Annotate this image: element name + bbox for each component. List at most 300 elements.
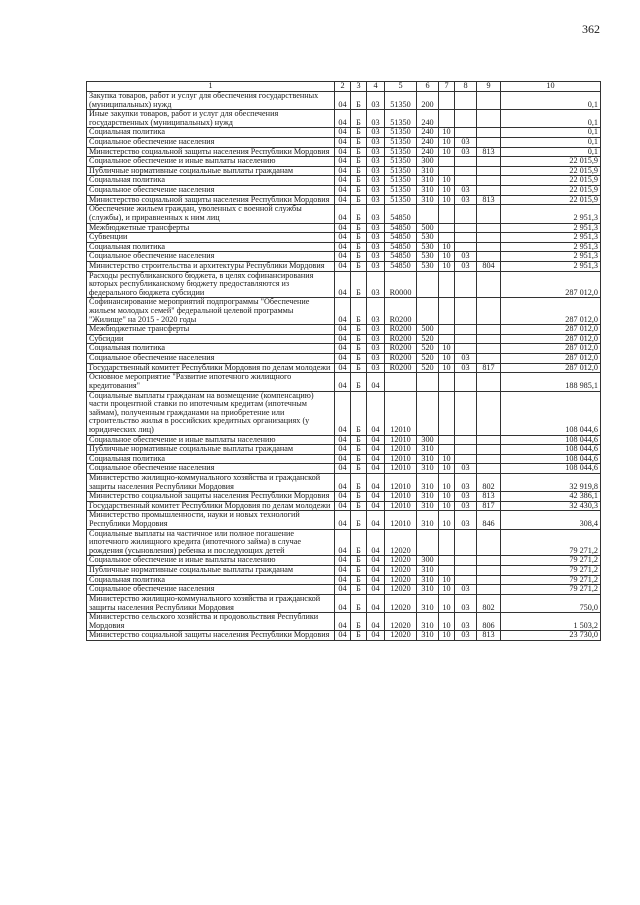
- table-row: [87, 325, 601, 335]
- code-cell: [477, 585, 501, 595]
- header-cell: 3: [351, 82, 367, 92]
- code-cell: 04: [335, 186, 351, 196]
- header-cell: 7: [439, 82, 455, 92]
- item-name: Субсидии: [87, 334, 335, 344]
- code-cell: 03: [455, 594, 477, 612]
- code-cell: 10: [439, 128, 455, 138]
- amount-cell: 287 012,0: [501, 344, 601, 354]
- code-cell: 10: [439, 186, 455, 196]
- code-cell: 10: [439, 242, 455, 252]
- code-cell: [439, 233, 455, 243]
- code-cell: Б: [351, 223, 367, 233]
- code-cell: 12020: [385, 566, 417, 576]
- code-cell: 04: [335, 298, 351, 325]
- code-cell: [439, 529, 455, 556]
- code-cell: R0200: [385, 363, 417, 373]
- amount-cell: 22 015,9: [501, 166, 601, 176]
- code-cell: 03: [455, 511, 477, 529]
- code-cell: [455, 166, 477, 176]
- code-cell: 04: [367, 454, 385, 464]
- code-cell: Б: [351, 186, 367, 196]
- code-cell: [439, 92, 455, 110]
- code-cell: 03: [367, 157, 385, 167]
- code-cell: 04: [367, 585, 385, 595]
- amount-cell: 22 015,9: [501, 176, 601, 186]
- table-row: [87, 454, 601, 464]
- code-cell: 04: [335, 242, 351, 252]
- code-cell: 03: [367, 138, 385, 148]
- code-cell: 310: [417, 445, 439, 455]
- code-cell: Б: [351, 585, 367, 595]
- code-cell: [417, 271, 439, 298]
- code-cell: 03: [367, 110, 385, 128]
- item-name: Социальное обеспечение населения: [87, 138, 335, 148]
- code-cell: 310: [417, 195, 439, 205]
- code-cell: 10: [439, 176, 455, 186]
- code-cell: 04: [335, 166, 351, 176]
- code-cell: [455, 334, 477, 344]
- code-cell: [455, 92, 477, 110]
- code-cell: 240: [417, 147, 439, 157]
- code-cell: 04: [335, 501, 351, 511]
- amount-cell: 22 015,9: [501, 195, 601, 205]
- item-name: Министерство социальной защиты населения Республики Мордовия: [87, 195, 335, 205]
- code-cell: [417, 205, 439, 223]
- code-cell: 10: [439, 511, 455, 529]
- code-cell: 04: [335, 373, 351, 391]
- table-row: [87, 529, 601, 556]
- code-cell: 12010: [385, 454, 417, 464]
- table-row: [87, 492, 601, 502]
- code-cell: 04: [335, 195, 351, 205]
- code-cell: 10: [439, 501, 455, 511]
- code-cell: 10: [439, 195, 455, 205]
- code-cell: 10: [439, 354, 455, 364]
- code-cell: 04: [367, 473, 385, 491]
- code-cell: 04: [367, 445, 385, 455]
- code-cell: 04: [335, 233, 351, 243]
- code-cell: [477, 233, 501, 243]
- code-cell: 54850: [385, 261, 417, 271]
- code-cell: R0200: [385, 334, 417, 344]
- code-cell: 03: [455, 195, 477, 205]
- code-cell: 520: [417, 334, 439, 344]
- code-cell: [477, 373, 501, 391]
- code-cell: 04: [335, 252, 351, 262]
- code-cell: [439, 566, 455, 576]
- code-cell: [477, 529, 501, 556]
- code-cell: 10: [439, 363, 455, 373]
- table-body: [87, 92, 601, 641]
- code-cell: Б: [351, 556, 367, 566]
- code-cell: [455, 344, 477, 354]
- code-cell: 04: [335, 354, 351, 364]
- code-cell: [455, 566, 477, 576]
- code-cell: [477, 252, 501, 262]
- code-cell: Б: [351, 195, 367, 205]
- code-cell: [455, 445, 477, 455]
- item-name: Социальная политика: [87, 575, 335, 585]
- code-cell: [477, 454, 501, 464]
- table-row: [87, 176, 601, 186]
- code-cell: 813: [477, 631, 501, 641]
- code-cell: [455, 233, 477, 243]
- code-cell: Б: [351, 252, 367, 262]
- code-cell: 10: [439, 344, 455, 354]
- code-cell: 54850: [385, 223, 417, 233]
- code-cell: 530: [417, 233, 439, 243]
- header-cell: 6: [417, 82, 439, 92]
- code-cell: 04: [335, 613, 351, 631]
- code-cell: [477, 176, 501, 186]
- code-cell: Б: [351, 147, 367, 157]
- code-cell: [477, 575, 501, 585]
- code-cell: 04: [335, 261, 351, 271]
- item-name: Социальное обеспечение населения: [87, 464, 335, 474]
- amount-cell: 23 730,0: [501, 631, 601, 641]
- code-cell: [455, 205, 477, 223]
- code-cell: Б: [351, 454, 367, 464]
- code-cell: 03: [367, 354, 385, 364]
- code-cell: 03: [367, 233, 385, 243]
- code-cell: 03: [455, 473, 477, 491]
- code-cell: 54850: [385, 233, 417, 243]
- code-cell: 802: [477, 594, 501, 612]
- code-cell: 310: [417, 186, 439, 196]
- code-cell: 310: [417, 454, 439, 464]
- amount-cell: 287 012,0: [501, 363, 601, 373]
- amount-cell: 287 012,0: [501, 298, 601, 325]
- code-cell: 310: [417, 492, 439, 502]
- code-cell: Б: [351, 473, 367, 491]
- code-cell: [455, 157, 477, 167]
- amount-cell: 2 951,3: [501, 261, 601, 271]
- code-cell: [439, 391, 455, 435]
- item-name: Иные закупки товаров, работ и услуг для обеспечения государственных (муниципальных) нужд: [87, 110, 335, 128]
- code-cell: 12020: [385, 613, 417, 631]
- item-name: Публичные нормативные социальные выплаты гражданам: [87, 166, 335, 176]
- table-row: [87, 252, 601, 262]
- code-cell: 54850: [385, 205, 417, 223]
- table-row: [87, 511, 601, 529]
- item-name: Социальная политика: [87, 344, 335, 354]
- code-cell: Б: [351, 92, 367, 110]
- code-cell: 12020: [385, 594, 417, 612]
- code-cell: [477, 325, 501, 335]
- code-cell: [477, 566, 501, 576]
- code-cell: 03: [455, 492, 477, 502]
- code-cell: [455, 298, 477, 325]
- code-cell: Б: [351, 242, 367, 252]
- item-name: Социальная политика: [87, 176, 335, 186]
- code-cell: [477, 186, 501, 196]
- code-cell: [477, 242, 501, 252]
- amount-cell: 287 012,0: [501, 325, 601, 335]
- code-cell: 802: [477, 473, 501, 491]
- code-cell: R0200: [385, 298, 417, 325]
- code-cell: Б: [351, 631, 367, 641]
- code-cell: 04: [335, 325, 351, 335]
- code-cell: 10: [439, 492, 455, 502]
- code-cell: [439, 325, 455, 335]
- table-row: [87, 354, 601, 364]
- code-cell: [455, 391, 477, 435]
- code-cell: 804: [477, 261, 501, 271]
- code-cell: [477, 138, 501, 148]
- code-cell: Б: [351, 157, 367, 167]
- code-cell: 813: [477, 147, 501, 157]
- item-name: Министерство социальной защиты населения Республики Мордовия: [87, 631, 335, 641]
- table-row: [87, 166, 601, 176]
- code-cell: 04: [367, 566, 385, 576]
- amount-cell: 79 271,2: [501, 529, 601, 556]
- code-cell: [477, 92, 501, 110]
- code-cell: [477, 445, 501, 455]
- code-cell: Б: [351, 334, 367, 344]
- code-cell: 310: [417, 594, 439, 612]
- amount-cell: 22 015,9: [501, 157, 601, 167]
- table-row: [87, 334, 601, 344]
- table-row: [87, 157, 601, 167]
- code-cell: 04: [335, 205, 351, 223]
- code-cell: [439, 223, 455, 233]
- code-cell: 04: [335, 223, 351, 233]
- amount-cell: 2 951,3: [501, 252, 601, 262]
- table-row: [87, 473, 601, 491]
- item-name: Министерство социальной защиты населения Республики Мордовия: [87, 147, 335, 157]
- code-cell: 12020: [385, 556, 417, 566]
- amount-cell: 2 951,3: [501, 233, 601, 243]
- amount-cell: 0,1: [501, 138, 601, 148]
- code-cell: 04: [335, 585, 351, 595]
- code-cell: Б: [351, 363, 367, 373]
- amount-cell: 188 985,1: [501, 373, 601, 391]
- code-cell: [439, 157, 455, 167]
- code-cell: 03: [367, 223, 385, 233]
- code-cell: 04: [335, 566, 351, 576]
- code-cell: 817: [477, 363, 501, 373]
- page-number: 362: [582, 22, 600, 36]
- code-cell: [477, 128, 501, 138]
- code-cell: 310: [417, 575, 439, 585]
- code-cell: 310: [417, 613, 439, 631]
- code-cell: [439, 166, 455, 176]
- code-cell: Б: [351, 298, 367, 325]
- code-cell: [477, 435, 501, 445]
- amount-cell: 0,1: [501, 147, 601, 157]
- table-row: [87, 566, 601, 576]
- code-cell: 04: [335, 445, 351, 455]
- code-cell: 51350: [385, 186, 417, 196]
- amount-cell: 79 271,2: [501, 575, 601, 585]
- code-cell: R0000: [385, 271, 417, 298]
- code-cell: 03: [455, 147, 477, 157]
- code-cell: 04: [335, 492, 351, 502]
- amount-cell: 1 503,2: [501, 613, 601, 631]
- header-cell: 8: [455, 82, 477, 92]
- code-cell: 03: [367, 242, 385, 252]
- item-name: Софинансирование мероприятий подпрограммы "Обеспечение жильем молодых семей" федеральной целевой программы "Жилище" на 2015 - 2020 годы: [87, 298, 335, 325]
- amount-cell: 108 044,6: [501, 445, 601, 455]
- table-row: [87, 585, 601, 595]
- code-cell: 04: [335, 454, 351, 464]
- code-cell: [455, 575, 477, 585]
- code-cell: 12010: [385, 445, 417, 455]
- code-cell: 10: [439, 147, 455, 157]
- code-cell: 10: [439, 464, 455, 474]
- code-cell: Б: [351, 138, 367, 148]
- code-cell: 12020: [385, 631, 417, 641]
- code-cell: 03: [367, 205, 385, 223]
- table-row: [87, 631, 601, 641]
- code-cell: 04: [367, 529, 385, 556]
- table-row: [87, 391, 601, 435]
- table-row: [87, 138, 601, 148]
- code-cell: 10: [439, 613, 455, 631]
- code-cell: Б: [351, 373, 367, 391]
- code-cell: 04: [367, 631, 385, 641]
- item-name: Социальная политика: [87, 242, 335, 252]
- code-cell: 817: [477, 501, 501, 511]
- amount-cell: 0,1: [501, 110, 601, 128]
- code-cell: 04: [335, 176, 351, 186]
- code-cell: 200: [417, 92, 439, 110]
- amount-cell: 287 012,0: [501, 334, 601, 344]
- code-cell: 03: [455, 186, 477, 196]
- table-row: [87, 363, 601, 373]
- code-cell: [477, 354, 501, 364]
- code-cell: 03: [367, 298, 385, 325]
- code-cell: 03: [455, 464, 477, 474]
- code-cell: 04: [335, 435, 351, 445]
- code-cell: 04: [367, 556, 385, 566]
- table-row: [87, 195, 601, 205]
- code-cell: 03: [367, 363, 385, 373]
- code-cell: 03: [367, 261, 385, 271]
- table-row: [87, 223, 601, 233]
- code-cell: 03: [367, 147, 385, 157]
- table-row: [87, 594, 601, 612]
- item-name: Министерство жилищно-коммунального хозяйства и гражданской защиты населения Республики Мордовия: [87, 594, 335, 612]
- code-cell: [455, 325, 477, 335]
- code-cell: 04: [335, 334, 351, 344]
- code-cell: 03: [455, 585, 477, 595]
- code-cell: 51350: [385, 157, 417, 167]
- code-cell: [417, 391, 439, 435]
- code-cell: [477, 334, 501, 344]
- table-row: [87, 464, 601, 474]
- amount-cell: 750,0: [501, 594, 601, 612]
- amount-cell: 2 951,3: [501, 205, 601, 223]
- table-row: [87, 613, 601, 631]
- code-cell: 04: [367, 511, 385, 529]
- code-cell: 04: [335, 529, 351, 556]
- code-cell: [477, 556, 501, 566]
- table-row: [87, 233, 601, 243]
- code-cell: [477, 223, 501, 233]
- code-cell: Б: [351, 261, 367, 271]
- code-cell: [417, 298, 439, 325]
- code-cell: R0200: [385, 354, 417, 364]
- code-cell: [477, 110, 501, 128]
- code-cell: 04: [367, 492, 385, 502]
- code-cell: 04: [335, 631, 351, 641]
- header-cell: 4: [367, 82, 385, 92]
- code-cell: 310: [417, 166, 439, 176]
- item-name: Социальные выплаты на частичное или полное погашение ипотечного жилищного кредита (ипотечного займа) в случае рождения (усыновления) ребенка и последующих детей: [87, 529, 335, 556]
- item-name: Социальное обеспечение населения: [87, 585, 335, 595]
- code-cell: [455, 454, 477, 464]
- code-cell: 530: [417, 261, 439, 271]
- code-cell: 04: [367, 464, 385, 474]
- item-name: Субвенции: [87, 233, 335, 243]
- code-cell: Б: [351, 594, 367, 612]
- code-cell: 03: [367, 166, 385, 176]
- code-cell: 10: [439, 631, 455, 641]
- header-cell: 2: [335, 82, 351, 92]
- amount-cell: 2 951,3: [501, 242, 601, 252]
- amount-cell: 42 386,1: [501, 492, 601, 502]
- table-row: [87, 435, 601, 445]
- code-cell: 310: [417, 631, 439, 641]
- code-cell: [439, 110, 455, 128]
- header-row: [87, 82, 601, 92]
- code-cell: 03: [455, 261, 477, 271]
- code-cell: 12010: [385, 464, 417, 474]
- code-cell: [455, 529, 477, 556]
- amount-cell: 79 271,2: [501, 585, 601, 595]
- code-cell: [439, 298, 455, 325]
- code-cell: Б: [351, 271, 367, 298]
- amount-cell: 79 271,2: [501, 566, 601, 576]
- header-cell: 5: [385, 82, 417, 92]
- code-cell: 04: [335, 344, 351, 354]
- code-cell: 04: [335, 128, 351, 138]
- table-row: [87, 556, 601, 566]
- code-cell: 04: [335, 511, 351, 529]
- code-cell: [439, 445, 455, 455]
- code-cell: R0200: [385, 344, 417, 354]
- code-cell: [439, 373, 455, 391]
- item-name: Социальные выплаты гражданам на возмещение (компенсацию) части процентной ставки по ипотечным кредитам (ипотечным займам), полученным гражданами на приобретение или строительство жилья в российских кредитных организациях (у юридических лиц): [87, 391, 335, 435]
- item-name: Министерство жилищно-коммунального хозяйства и гражданской защиты населения Республики Мордовия: [87, 473, 335, 491]
- code-cell: Б: [351, 492, 367, 502]
- amount-cell: 2 951,3: [501, 223, 601, 233]
- item-name: Государственный комитет Республики Мордовия по делам молодежи: [87, 363, 335, 373]
- amount-cell: 0,1: [501, 128, 601, 138]
- code-cell: 04: [335, 147, 351, 157]
- amount-cell: 108 044,6: [501, 391, 601, 435]
- code-cell: 04: [335, 138, 351, 148]
- code-cell: 310: [417, 501, 439, 511]
- code-cell: 500: [417, 223, 439, 233]
- code-cell: 846: [477, 511, 501, 529]
- table-row: [87, 575, 601, 585]
- code-cell: 300: [417, 556, 439, 566]
- code-cell: 12010: [385, 511, 417, 529]
- code-cell: [385, 373, 417, 391]
- code-cell: [455, 271, 477, 298]
- amount-cell: 0,1: [501, 92, 601, 110]
- code-cell: 03: [455, 252, 477, 262]
- code-cell: 04: [335, 92, 351, 110]
- table-row: [87, 445, 601, 455]
- code-cell: [417, 529, 439, 556]
- item-name: Социальное обеспечение населения: [87, 252, 335, 262]
- code-cell: 520: [417, 363, 439, 373]
- code-cell: [455, 373, 477, 391]
- code-cell: Б: [351, 391, 367, 435]
